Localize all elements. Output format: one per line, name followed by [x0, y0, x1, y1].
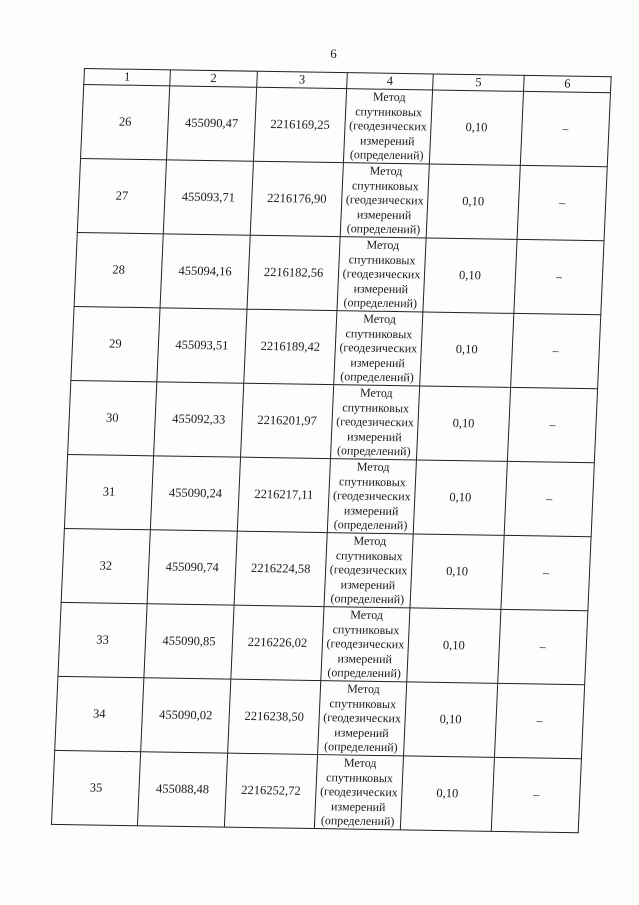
column-header-6: 6 [524, 75, 612, 92]
method-line: Метод [353, 533, 387, 549]
method-line: Метод [369, 163, 403, 179]
method-line: (геодезических [345, 192, 424, 208]
point-number-cell: 26 [81, 85, 170, 160]
accuracy-cell: 0,10 [429, 90, 523, 165]
y-coordinate-cell: 2216176,90 [250, 161, 343, 236]
note-cell: – [517, 165, 607, 240]
method-line: спутниковых [348, 252, 416, 268]
method-line: измерений [337, 651, 393, 666]
table-row [74, 232, 604, 314]
method-line: (определений) [333, 517, 408, 533]
point-number-cell: 32 [61, 528, 150, 603]
method-cell [318, 681, 407, 756]
method-line: Метод [343, 755, 377, 771]
note-cell: – [491, 757, 581, 832]
method-cell [340, 163, 429, 238]
table-row [58, 602, 588, 684]
method-line: (определений) [336, 443, 411, 459]
method-line: Метод [346, 681, 381, 697]
method-line: спутниковых [351, 178, 420, 194]
accuracy-cell: 0,10 [407, 608, 501, 683]
method-line: спутниковых [325, 769, 394, 786]
y-coordinate-cell: 2216182,56 [247, 235, 340, 310]
method-line: (определений) [327, 665, 402, 681]
method-line: измерений [333, 725, 390, 740]
y-coordinate-cell: 2216238,50 [228, 679, 321, 754]
table-row [68, 380, 598, 462]
method-line: (геодезических [335, 414, 415, 430]
x-coordinate-cell: 455093,71 [163, 160, 253, 235]
method-line: измерений [350, 355, 406, 370]
note-cell: – [501, 535, 591, 610]
table-row [51, 750, 581, 832]
method-line: (геодезических [348, 118, 428, 134]
accuracy-cell: 0,10 [410, 534, 504, 609]
x-coordinate-cell: 455090,24 [150, 456, 240, 531]
method-line: измерений [356, 207, 412, 222]
x-coordinate-cell: 455090,47 [167, 86, 257, 161]
y-coordinate-cell: 2216189,42 [244, 309, 337, 384]
method-line: (определений) [323, 739, 398, 755]
note-cell: – [507, 387, 597, 462]
method-line: (геодезических [339, 340, 418, 356]
x-coordinate-cell: 455094,16 [160, 234, 250, 309]
method-cell [337, 237, 426, 312]
column-header-4: 4 [347, 73, 434, 90]
method-line: измерений [359, 133, 415, 148]
note-cell: – [514, 239, 604, 314]
y-coordinate-cell: 2216217,11 [237, 457, 330, 532]
column-header-2: 2 [170, 70, 258, 87]
point-number-cell: 31 [64, 454, 153, 529]
method-line: (геодезических [332, 488, 412, 504]
y-coordinate-cell: 2216224,58 [234, 531, 327, 606]
method-cell [324, 533, 413, 608]
point-number-cell: 34 [55, 676, 144, 751]
method-line: Метод [350, 607, 384, 623]
method-line: Метод [356, 459, 390, 475]
method-line: (определений) [339, 369, 415, 385]
point-number-cell: 29 [71, 306, 160, 381]
method-line: (определений) [330, 591, 405, 607]
column-header-1: 1 [84, 69, 171, 86]
note-cell: – [511, 313, 601, 388]
method-line: измерений [353, 281, 409, 296]
table-row [64, 454, 594, 536]
x-coordinate-cell: 455090,85 [144, 604, 234, 679]
table-row [81, 85, 611, 167]
method-line: (геодезических [329, 562, 408, 578]
note-cell: – [494, 683, 584, 758]
method-cell [314, 755, 403, 830]
accuracy-cell: 0,10 [416, 386, 510, 461]
method-line: Метод [366, 237, 400, 253]
method-line: (определений) [343, 295, 418, 311]
note-cell: – [520, 91, 610, 166]
method-line: Метод [372, 89, 406, 105]
method-cell [334, 311, 423, 386]
method-line: спутниковых [335, 547, 403, 564]
x-coordinate-cell: 455093,51 [157, 308, 247, 383]
accuracy-cell: 0,10 [404, 682, 498, 757]
accuracy-cell: 0,10 [423, 238, 517, 313]
method-line: измерений [340, 577, 396, 592]
method-line: Метод [359, 385, 393, 401]
point-number-cell: 28 [74, 232, 163, 307]
y-coordinate-cell: 2216169,25 [253, 87, 346, 162]
method-cell [330, 385, 419, 460]
x-coordinate-cell: 455092,33 [154, 382, 244, 457]
method-line: спутниковых [332, 621, 400, 638]
method-line: спутниковых [342, 399, 410, 416]
accuracy-cell: 0,10 [413, 460, 507, 535]
x-coordinate-cell: 455090,74 [147, 530, 237, 605]
note-cell: – [504, 461, 594, 536]
method-cell [327, 459, 416, 534]
point-number-cell: 27 [77, 158, 166, 233]
method-line: измерений [346, 429, 402, 444]
accuracy-cell: 0,10 [400, 756, 494, 831]
accuracy-cell: 0,10 [426, 164, 520, 239]
method-line: спутниковых [329, 695, 397, 712]
method-line: спутниковых [345, 326, 413, 342]
y-coordinate-cell: 2216201,97 [241, 383, 334, 458]
method-cell [343, 89, 432, 164]
method-line: (геодезических [323, 710, 402, 726]
y-coordinate-cell: 2216252,72 [224, 753, 317, 828]
point-number-cell: 33 [58, 602, 147, 677]
y-coordinate-cell: 2216226,02 [231, 605, 324, 680]
coordinates-table-container [51, 68, 611, 833]
method-line: спутниковых [354, 104, 423, 120]
table-row [55, 676, 585, 758]
table-row [71, 306, 601, 388]
column-header-3: 3 [257, 71, 348, 88]
method-line: (геодезических [326, 636, 405, 652]
point-number-cell: 35 [51, 750, 140, 825]
method-line: Метод [362, 311, 397, 327]
table-row [77, 158, 607, 240]
accuracy-cell: 0,10 [420, 312, 514, 387]
note-cell: – [498, 609, 588, 684]
coordinates-table [51, 68, 612, 833]
method-line: измерений [330, 799, 386, 814]
table-body [51, 85, 610, 833]
method-line: спутниковых [338, 473, 407, 490]
method-line: (геодезических [342, 266, 421, 282]
method-line: (определений) [320, 813, 395, 829]
method-cell [321, 607, 410, 682]
page-number: 6 [330, 46, 337, 61]
method-line: измерений [343, 503, 399, 518]
table-row [61, 528, 591, 610]
column-header-5: 5 [433, 74, 525, 91]
method-line: (геодезических [319, 784, 399, 800]
x-coordinate-cell: 455090,02 [141, 678, 231, 753]
x-coordinate-cell: 455088,48 [137, 752, 227, 827]
point-number-cell: 30 [68, 380, 157, 455]
method-line: (определений) [349, 147, 424, 163]
method-line: (определений) [346, 221, 421, 237]
